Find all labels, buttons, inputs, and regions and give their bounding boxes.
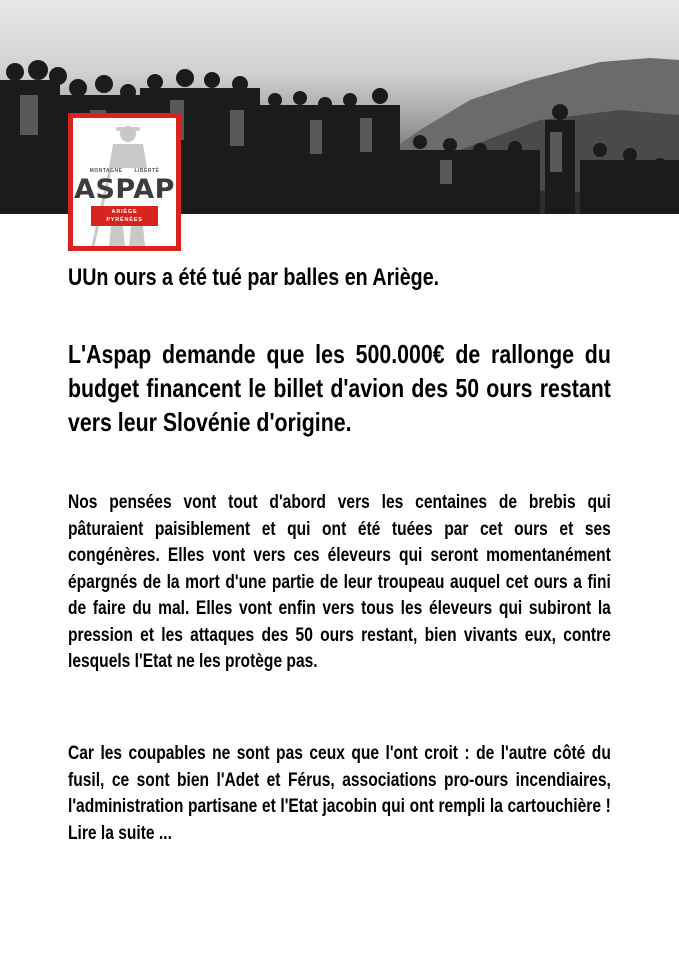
logo-region-bar bbox=[91, 206, 158, 226]
logo-name: ASPAP bbox=[74, 174, 175, 205]
logo-region-line1: ARIÈGE bbox=[111, 209, 138, 215]
logo-region-line2: PYRÉNÉES bbox=[106, 217, 143, 223]
article-lead: L'Aspap demande que les 500.000€ de rallonge du budget financent le billet d'avion des 50 ours restant vers leur Slovénie d'origine. bbox=[68, 339, 611, 437]
logo-tagline-left: MONTAGNE bbox=[89, 168, 123, 174]
logo-panel bbox=[73, 118, 176, 246]
article-headline: UUn ours a été tué par balles en Ariège. bbox=[68, 264, 440, 291]
article-paragraph-2: Car les coupables ne sont pas ceux que l'ont croit : de l'autre côté du fusil, ce sont bien l'Adet et Férus, associations pro-ours incendiaires, l'administration partisane et l'Etat jacobin qui ont rempli la cartouchière ! Lire la suite ... bbox=[68, 743, 611, 844]
article-paragraph-1: Nos pensées vont tout d'abord vers les centaines de brebis qui pâturaient paisiblement et qui ont été tuées par cet ours et ses congénères. Elles vont vers ces éleveurs qui seront momentanément épargnés de la mort d'une partie de leur troupeau auquel cet ours a fini de faire du mal. Elles vont enfin vers tous les éleveurs qui subiront la pression et les attaques des 50 ours restant, bien vivants eux, contre lesquels l'Etat ne les protège pas. bbox=[68, 492, 611, 672]
aspap-logo bbox=[68, 113, 181, 251]
logo-tagline-right: LIBERTÉ bbox=[134, 168, 160, 174]
